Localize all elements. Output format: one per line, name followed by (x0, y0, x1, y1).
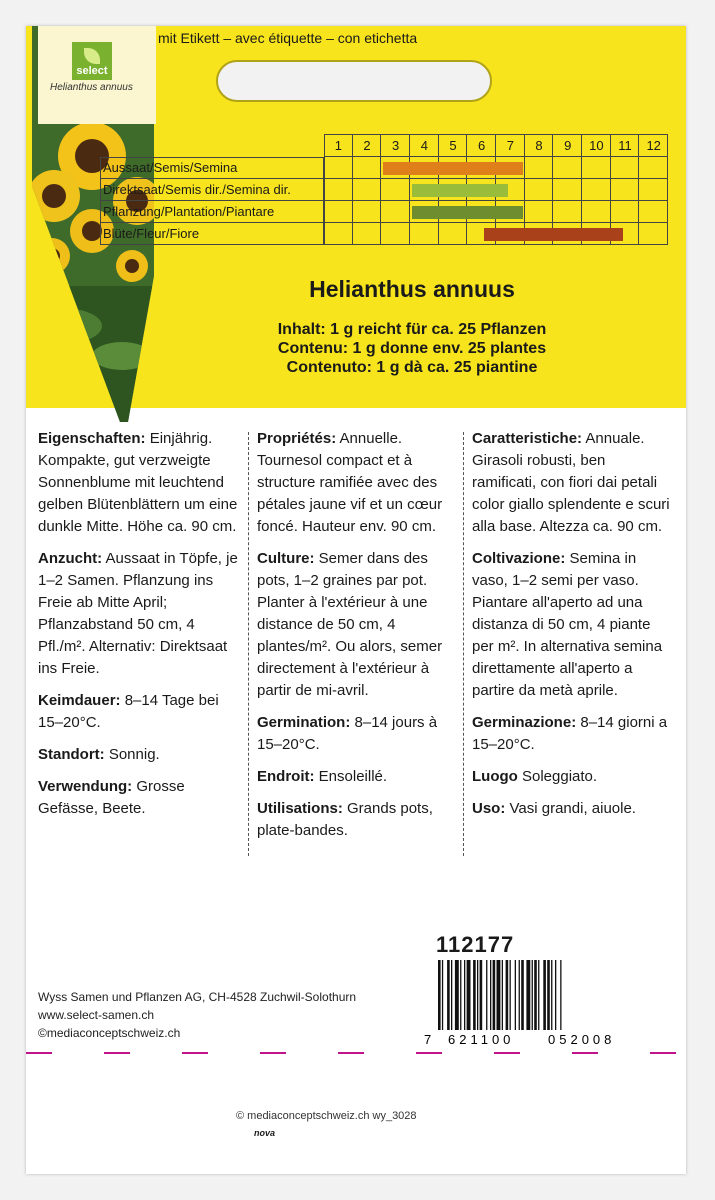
fr-paragraph-heading: Germination: (257, 714, 351, 731)
yellow-header-panel (26, 26, 686, 408)
barcode-bar (477, 960, 478, 1030)
it-paragraph-text: Soleggiato. (517, 768, 598, 785)
it-paragraph (472, 428, 672, 538)
calendar-cell (525, 134, 554, 157)
calendar-cell (324, 157, 353, 179)
barcode-bar (510, 960, 511, 1030)
row-label: Direktsaat/Semis dir./Semina dir. (103, 182, 291, 197)
barcode-bar (506, 960, 509, 1030)
it-paragraph-text: Semina in vaso, 1–2 semi per vaso. Piantare all'aperto ad una distanza di 50 cm, 4 piante per m². In alternativa semina direttamente all'aperto a partire da metà aprile. (472, 550, 663, 699)
de-paragraph (38, 776, 244, 820)
printer-logo: nova (254, 1128, 276, 1138)
barcode-bar (560, 960, 561, 1030)
fr-paragraph-heading: Culture: (257, 550, 315, 567)
month-header: 9 (564, 138, 572, 153)
company-info (38, 988, 356, 1042)
barcode-bar (497, 960, 501, 1030)
de-paragraph-text: Grosse Gefässe, Beete. (38, 778, 185, 817)
copyright-bottom: © mediaconceptschweiz.ch wy_3028 (236, 1110, 417, 1122)
it-paragraph (472, 548, 672, 702)
it-paragraph-text: Vasi grandi, aiuole. (505, 800, 636, 817)
calendar-cell (324, 201, 353, 223)
fr-paragraph (257, 766, 459, 788)
barcode-bar (493, 960, 496, 1030)
column-italian (472, 428, 672, 830)
de-paragraph (38, 690, 244, 734)
barcode-bar (526, 960, 530, 1030)
column-divider (463, 432, 464, 856)
calendar-cell (582, 157, 611, 179)
leaf-icon (84, 48, 100, 64)
content-it: Contenuto: 1 g dà ca. 25 piantine (286, 359, 538, 376)
barcode-bar (543, 960, 546, 1030)
calendar-cell (525, 201, 554, 223)
select-logo (72, 42, 112, 80)
month-header: 2 (363, 138, 371, 153)
barcode-bar (464, 960, 465, 1030)
calendar-cell (553, 134, 582, 157)
it-paragraph-text: 8–14 giorni a 15–20°C. (472, 714, 668, 753)
de-paragraph-heading: Verwendung: (38, 778, 133, 795)
de-paragraph (38, 428, 244, 538)
fr-paragraph (257, 548, 459, 702)
it-paragraph-heading: Uso: (472, 800, 506, 817)
it-paragraph-text: Annuale. Girasoli robusti, ben ramificati, con fiori dai petali color giallo splendente e scuri alla base. Altezza ca. 90 cm. (472, 430, 670, 535)
month-header: 8 (535, 138, 543, 153)
fr-paragraph-text: 8–14 jours à 15–20°C. (257, 714, 438, 753)
de-paragraph (38, 744, 244, 766)
calendar-cell (324, 179, 353, 201)
calendar-cell (611, 201, 640, 223)
de-paragraph-text: Einjährig. Kompakte, gut verzweigte Sonnenblume mit leuchtend gelben Blütenblättern um eine dunkle Mitte. Höhe ca. 90 cm. (38, 430, 238, 535)
calendar-cell (410, 223, 439, 245)
de-paragraph-heading: Anzucht: (38, 550, 103, 567)
month-header: 6 (478, 138, 486, 153)
calendar-cell (639, 157, 668, 179)
barcode-bar (515, 960, 516, 1030)
barcode-bar (455, 960, 459, 1030)
barcode-bar (534, 960, 537, 1030)
activity-bar (412, 206, 523, 219)
calendar-cell (611, 157, 640, 179)
de-paragraph-heading: Eigenschaften: (38, 430, 146, 447)
activity-bar (383, 162, 522, 175)
it-paragraph-heading: Coltivazione: (472, 550, 566, 567)
fr-paragraph-text: Grands pots, plate-bandes. (257, 800, 433, 839)
calendar-cell (553, 179, 582, 201)
barcode-bar (490, 960, 491, 1030)
calendar-cell (353, 223, 382, 245)
logo-text: select (76, 65, 108, 77)
sowing-calendar (100, 134, 668, 245)
fr-paragraph-text: Annuelle. Tournesol compact et à structure ramifiée avec des pétales jaune vif et un cœur foncé. Hauteur env. 90 cm. (257, 430, 443, 535)
row-label: Pflanzung/Plantation/Piantare (103, 204, 275, 219)
month-header: 7 (506, 138, 514, 153)
barcode-bar (467, 960, 471, 1030)
calendar-cell (553, 157, 582, 179)
month-header: 10 (589, 138, 604, 153)
calendar-cell (582, 134, 611, 157)
row-label: Blüte/Fleur/Fiore (103, 226, 200, 241)
de-paragraph-heading: Standort: (38, 746, 105, 763)
it-paragraph (472, 766, 672, 788)
barcode-bar (502, 960, 503, 1030)
calendar-cell (381, 179, 410, 201)
month-header: 12 (646, 138, 661, 153)
ean-right-digits: 052008 (548, 1032, 616, 1046)
barcode-bar (442, 960, 443, 1030)
column-divider (248, 432, 249, 856)
tag-title: Helianthus annuus (50, 82, 133, 93)
ean-barcode (424, 960, 656, 1046)
it-paragraph-heading: Germinazione: (472, 714, 577, 731)
barcode-bar (473, 960, 476, 1030)
activity-bar (484, 228, 623, 241)
calendar-cell (324, 223, 353, 245)
calendar-cell (381, 134, 410, 157)
seed-packet-back (26, 26, 686, 1174)
calendar-cell (353, 201, 382, 223)
it-paragraph (472, 712, 672, 756)
calendar-cell (611, 179, 640, 201)
barcode-bar (532, 960, 533, 1030)
website-link[interactable]: www.select-samen.ch (38, 1008, 155, 1022)
article-number: 112177 (436, 932, 515, 957)
calendar-cell (353, 179, 382, 201)
barcode-bar (438, 960, 441, 1030)
barcode-bar (486, 960, 487, 1030)
calendar-cell (582, 201, 611, 223)
calendar-cell (525, 157, 554, 179)
calendar-cell (439, 134, 468, 157)
barcode-bar (538, 960, 539, 1030)
fr-paragraph-heading: Endroit: (257, 768, 315, 785)
calendar-cell (353, 157, 382, 179)
de-paragraph-heading: Keimdauer: (38, 692, 121, 709)
de-paragraph-text: Sonnig. (104, 746, 160, 763)
content-fr: Contenu: 1 g donne env. 25 plantes (277, 340, 547, 357)
barcode-bar (547, 960, 550, 1030)
it-paragraph (472, 798, 672, 820)
calendar-cell (410, 134, 439, 157)
column-french (257, 428, 459, 852)
tag-header (38, 26, 156, 124)
barcode-bar (555, 960, 556, 1030)
fr-paragraph-heading: Propriétés: (257, 430, 337, 447)
barcode-bar (451, 960, 452, 1030)
month-header: 1 (334, 138, 342, 153)
calendar-cell (611, 134, 640, 157)
it-paragraph-heading: Caratteristiche: (472, 430, 583, 447)
label-note: mit Etikett – avec étiquette – con etichetta (158, 30, 418, 46)
calendar-cell (496, 134, 525, 157)
calendar-grid (100, 134, 668, 245)
calendar-cell (639, 179, 668, 201)
calendar-cell (639, 134, 668, 157)
hang-hole (216, 60, 492, 102)
barcode-bar (519, 960, 520, 1030)
row-label: Aussaat/Semis/Semina (103, 160, 238, 175)
calendar-cell (525, 179, 554, 201)
calendar-cell (639, 223, 668, 245)
ean-left-digits: 621100 (448, 1032, 515, 1046)
month-header: 5 (449, 138, 457, 153)
activity-bar (412, 184, 508, 197)
content-de: Inhalt: 1 g reicht für ca. 25 Pflanzen (277, 321, 547, 338)
species-title: Helianthus annuus (309, 276, 515, 302)
month-header: 11 (618, 138, 632, 153)
de-paragraph-text: Aussaat in Töpfe, je 1–2 Samen. Pflanzung ins Freie ab Mitte April; Pflanzabstand 50 cm, 4 Pfl./m². Alternativ: Direktsaat ins Freie. (38, 550, 238, 677)
fr-paragraph-text: Semer dans des pots, 1–2 graines par pot. Planter à l'extérieur à une distance de 50 cm, 4 plantes/m². Ou alors, semer directement à l'extérieur à partir de mi-avril. (257, 550, 443, 699)
barcode-bar (480, 960, 483, 1030)
calendar-cell (324, 134, 353, 157)
fr-paragraph-text: Ensoleillé. (314, 768, 388, 785)
fr-paragraph (257, 712, 459, 756)
cut-guide-line (26, 1052, 686, 1054)
company-address: Wyss Samen und Pflanzen AG, CH-4528 Zuchwil-Solothurn (38, 990, 357, 1004)
barcode-bar (521, 960, 524, 1030)
calendar-cell (639, 201, 668, 223)
fr-paragraph (257, 798, 459, 842)
month-header: 4 (420, 138, 428, 153)
barcode-bar (551, 960, 552, 1030)
calendar-cell (381, 223, 410, 245)
calendar-cell (439, 223, 468, 245)
barcode-bar (460, 960, 461, 1030)
calendar-cell (353, 134, 382, 157)
barcode-bar (447, 960, 450, 1030)
calendar-cell (553, 201, 582, 223)
month-header: 3 (392, 138, 400, 153)
column-german (38, 428, 244, 830)
fr-paragraph (257, 428, 459, 538)
copyright-text: ©mediaconceptschweiz.ch (38, 1026, 181, 1040)
it-paragraph-heading: Luogo (472, 768, 518, 785)
de-paragraph-text: 8–14 Tage bei 15–20°C. (38, 692, 219, 731)
de-paragraph (38, 548, 244, 680)
ean-first-digit: 7 (424, 1032, 432, 1046)
seed-content-info (26, 320, 686, 377)
calendar-cell (582, 179, 611, 201)
calendar-cell (381, 201, 410, 223)
calendar-cell (467, 134, 496, 157)
fr-paragraph-heading: Utilisations: (257, 800, 343, 817)
